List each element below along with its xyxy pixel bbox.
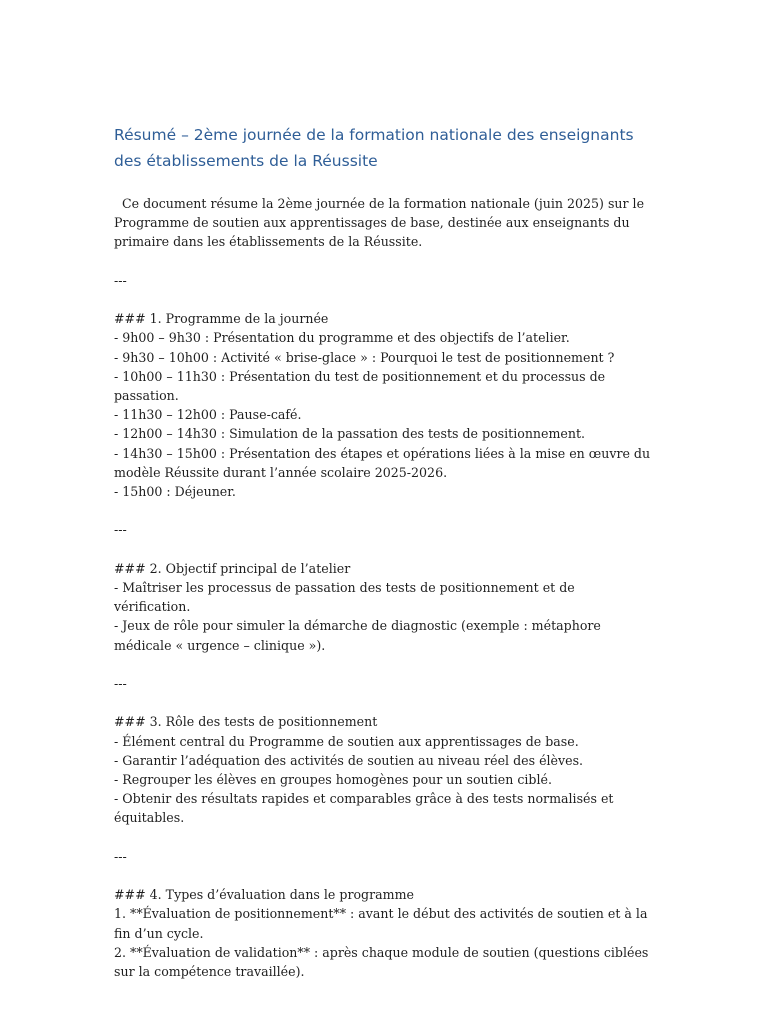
section-heading: ### 3. Rôle des tests de positionnement (114, 714, 378, 730)
list-item: - Maîtriser les processus de passation des tests de positionnement et de vérification. (114, 580, 579, 615)
list-item: - 12h00 – 14h30 : Simulation de la passation des tests de positionnement. (114, 426, 586, 442)
list-item: 1. **Évaluation de positionnement** : avant le début des activités de soutien et à la fin d’un cycle. (114, 906, 652, 941)
separator: --- (114, 522, 127, 538)
separator: --- (114, 676, 127, 691)
list-item: - Jeux de rôle pour simuler la démarche de diagnostic (exemple : métaphore médicale « urgence – clinique »). (114, 618, 605, 653)
list-item: - 9h00 – 9h30 : Présentation du programme et des objectifs de l’atelier. (114, 330, 570, 346)
list-item: - 15h00 : Déjeuner. (114, 484, 236, 500)
list-item: - Regrouper les élèves en groupes homogènes pour un soutien ciblé. (114, 772, 552, 787)
list-item: - 11h30 – 12h00 : Pause-café. (114, 407, 302, 423)
document-body (114, 122, 654, 981)
separator: --- (114, 272, 127, 288)
list-item: - Élément central du Programme de soutien aux apprentissages de base. (114, 733, 579, 749)
list-item: - Garantir l’adéquation des activités de soutien au niveau réel des élèves. (114, 752, 584, 768)
document-title: Résumé – 2ème journée de la formation nationale des enseignants des établissements de la Réussite (114, 126, 634, 170)
list-item: - Obtenir des résultats rapides et comparables grâce à des tests normalisés et équitables. (114, 791, 618, 826)
list-item: - 14h30 – 15h00 : Présentation des étapes et opérations liées à la mise en œuvre du modèle Réussite durant l’année scolaire 2025-2026. (114, 445, 655, 480)
section-heading: ### 1. Programme de la journée (114, 311, 329, 327)
section-heading: ### 2. Objectif principal de l’atelier (114, 560, 351, 576)
section-heading: ### 4. Types d’évaluation dans le programme (114, 887, 414, 903)
list-item: 2. **Évaluation de validation** : après chaque module de soutien (questions ciblées sur la compétence travaillée). (114, 944, 653, 979)
intro-paragraph: Ce document résume la 2ème journée de la formation nationale (juin 2025) sur le Programme de soutien aux apprentissages de base, destinée aux enseignants du primaire dans les établissements de la Réussite. (114, 196, 649, 250)
list-item: - 9h30 – 10h00 : Activité « brise-glace » : Pourquoi le test de positionnement ? (114, 349, 615, 365)
separator: --- (114, 848, 127, 864)
list-item: - 10h00 – 11h30 : Présentation du test de positionnement et du processus de passation. (114, 368, 610, 403)
